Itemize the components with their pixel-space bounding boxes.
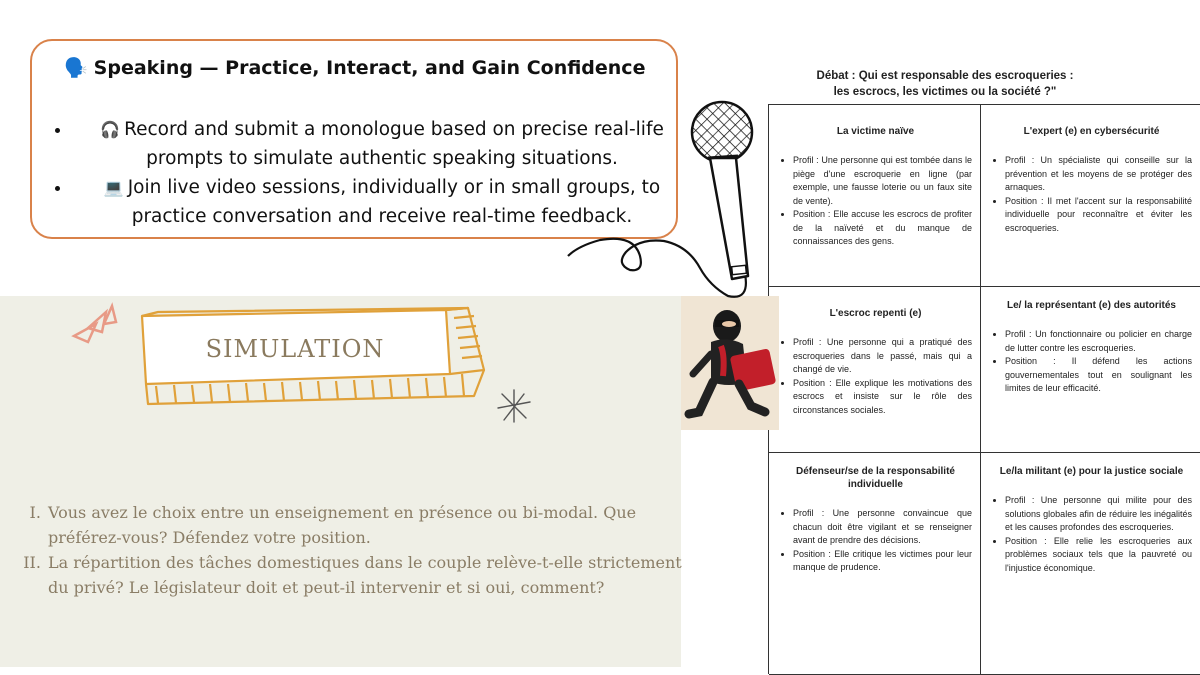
role-heading: Défenseur/se de la responsabilité individuelle: [796, 466, 955, 490]
simulation-banner: [128, 304, 488, 409]
role-heading: Le/ la représentant (e) des autorités: [1007, 300, 1176, 311]
speaking-title-text: Speaking — Practice, Interact, and Gain Confidence: [93, 57, 646, 79]
role-position: • Position : Il défend les actions gouvernementales tout en soulignant les limites de leur efficacité.: [1005, 355, 1192, 396]
speaking-head-icon: 🗣️: [64, 57, 88, 79]
accent-strokes-icon: [66, 302, 122, 348]
debate-title-line-1: Débat : Qui est responsable des escroqueries :: [816, 70, 1074, 82]
role-cell: [769, 453, 981, 675]
sparkle-icon: [494, 388, 534, 424]
role-cell: [981, 453, 1200, 675]
role-heading: L'expert (e) en cybersécurité: [1023, 126, 1160, 137]
question-item: II. La répartition des tâches domestiques dans le couple relève-t-elle strictement du privé? Le législateur doit et peut-il intervenir et si oui, comment?: [46, 550, 686, 600]
role-heading: La victime naïve: [836, 126, 915, 137]
simulation-questions: [28, 500, 686, 600]
speaking-item-text: Join live video sessions, individually or in small groups, to practice conversation and receive real-time feedback.: [127, 177, 661, 227]
role-profile: • Profil : Un spécialiste qui conseille sur la prévention et les moyens de se protéger des arnaques.: [1005, 154, 1192, 195]
role-profile: • Profil : Une personne convaincue que chacun doit être vigilant et se renseigner avant de prendre des décisions.: [793, 507, 972, 548]
debate-document: [760, 66, 1200, 626]
role-position: • Position : Elle relie les escroqueries aux problèmes sociaux tels que la pauvreté ou l'injustice économique.: [1005, 535, 1192, 576]
speaking-item-text: Record and submit a monologue based on precise real-life prompts to simulate authentic speaking situations.: [124, 119, 664, 169]
role-position: • Position : Elle accuse les escrocs de profiter de la naïveté et du manque de connaissances des gens.: [793, 208, 972, 249]
role-cell: [769, 105, 981, 287]
debate-title: [760, 68, 1130, 100]
role-position: • Position : Il met l'accent sur la responsabilité individuelle pour reconnaître et éviter les escroqueries.: [1005, 195, 1192, 236]
role-profile: • Profil : Une personne qui est tombée dans le piège d'une escroquerie en ligne (par exemple, une fausse loterie ou un faux site de vente).: [793, 154, 972, 208]
role-cell: [769, 287, 981, 453]
role-cell: [981, 287, 1200, 453]
simulation-title: SIMULATION: [205, 335, 385, 363]
role-cell: [981, 105, 1200, 287]
roles-grid: [768, 104, 1200, 674]
debate-title-line-2: les escrocs, les victimes ou la société ?": [833, 86, 1057, 98]
microphone-icon: [560, 96, 800, 316]
role-heading: Le/la militant (e) pour la justice sociale: [999, 466, 1184, 477]
role-profile: • Profil : Une personne qui a pratiqué des escroqueries dans le passé, mais qui a changé de vie.: [793, 336, 972, 377]
thief-icon: [681, 296, 779, 430]
role-heading: L'escroc repenti (e): [829, 308, 922, 319]
simulation-panel: [0, 296, 681, 667]
role-position: • Position : Elle explique les motivations des escrocs et insiste sur le rôle des circonstances sociales.: [793, 377, 972, 418]
speaking-title: [64, 56, 645, 79]
question-item: I. Vous avez le choix entre un enseignement en présence ou bi-modal. Que préférez-vous? Défendez votre position.: [46, 500, 686, 550]
role-profile: • Profil : Un fonctionnaire ou policier en charge de lutter contre les escroqueries.: [1005, 328, 1192, 355]
thief-illustration: [681, 296, 779, 430]
role-position: • Position : Elle critique les victimes pour leur manque de prudence.: [793, 548, 972, 575]
laptop-icon: 💻: [103, 178, 124, 197]
role-profile: • Profil : Une personne qui milite pour des solutions globales afin de réduire les inégalités et les causes profondes des escroqueries.: [1005, 494, 1192, 535]
headphones-icon: 🎧: [100, 120, 121, 139]
